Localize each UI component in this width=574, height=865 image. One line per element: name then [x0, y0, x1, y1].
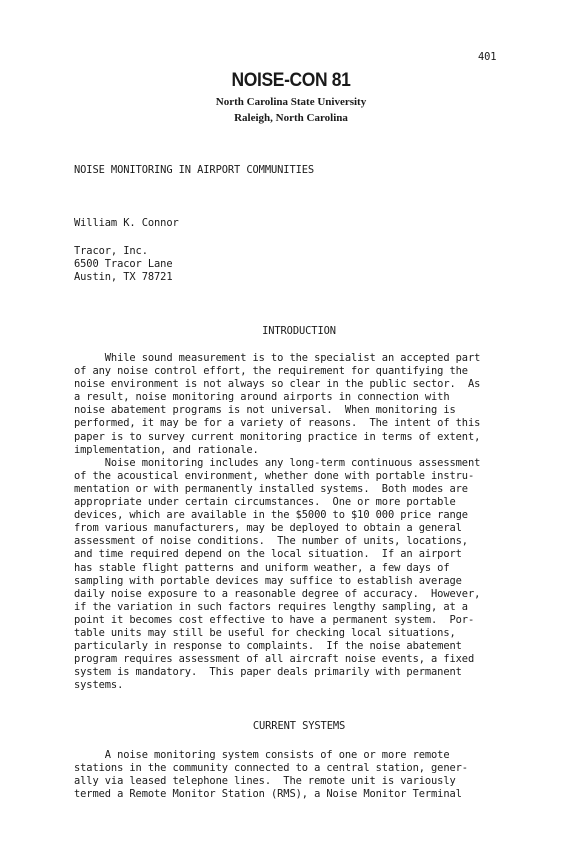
text-line: While sound measurement is to the specialist an accepted part [74, 352, 481, 364]
conference-title: NOISE-CON 81 [231, 70, 351, 91]
author-name: William K. Connor [74, 217, 179, 229]
text-line: stations in the community connected to a central station, gener- [74, 762, 468, 775]
text-line: point it becomes cost effective to have a permanent system. Por- [74, 613, 475, 626]
affiliation-line: 6500 Tracor Lane [74, 258, 173, 271]
text-line: noise environment is not always so clear in the public sector. As [74, 378, 481, 391]
section-heading-current-systems: CURRENT SYSTEMS [252, 720, 346, 732]
text-line: system is mandatory. This paper deals primarily with permanent [74, 666, 462, 679]
text-line: table units may still be useful for checking local situations, [74, 626, 456, 639]
text-line: assessment of noise conditions. The number of units, locations, [74, 535, 468, 548]
text-line: paper is to survey current monitoring practice in terms of extent, [74, 430, 481, 443]
text-line: and time required depend on the local situation. If an airport [74, 548, 462, 561]
text-line: devices, which are available in the $5000 to $10 000 price range [74, 509, 468, 522]
text-line: from various manufacturers, may be deployed to obtain a general [74, 522, 462, 535]
section-heading-introduction: INTRODUCTION [262, 325, 336, 337]
text-line: if the variation in such factors requires lengthy sampling, at a [74, 600, 468, 613]
text-line: daily noise exposure to a reasonable degree of accuracy. However, [74, 587, 481, 600]
text-line: particularly in response to complaints. If the noise abatement [74, 640, 462, 653]
conference-university: North Carolina State University [215, 96, 367, 108]
text-line: systems. [74, 679, 124, 692]
conference-location: Raleigh, North Carolina [234, 112, 348, 124]
introduction-body [74, 352, 514, 692]
text-line: implementation, and rationale. [74, 443, 259, 456]
text-line: ally via leased telephone lines. The remote unit is variously [74, 775, 456, 788]
text-line: mentation or with permanently installed systems. Both modes are [74, 482, 468, 495]
paper-title: NOISE MONITORING IN AIRPORT COMMUNITIES [74, 164, 315, 176]
text-line: program requires assessment of all aircraft noise events, a fixed [74, 653, 475, 666]
text-line: has stable flight patterns and uniform weather, a few days of [74, 561, 450, 574]
page-number: 401 [478, 51, 497, 63]
text-line: of any noise control effort, the requirement for quantifying the [74, 365, 468, 378]
text-line: noise abatement programs is not universal. When monitoring is [74, 404, 456, 417]
text-line: appropriate under certain circumstances. One or more portable [74, 496, 456, 509]
text-line: of the acoustical environment, whether done with portable instru- [74, 469, 475, 482]
text-line: sampling with portable devices may suffice to establish average [74, 574, 462, 587]
current-systems-body [74, 749, 514, 801]
author-affiliation [74, 245, 173, 284]
text-line: performed, it may be for a variety of reasons. The intent of this [74, 417, 481, 430]
affiliation-line: Tracor, Inc. [74, 245, 148, 257]
text-line: Noise monitoring includes any long-term continuous assessment [74, 456, 481, 469]
text-line: termed a Remote Monitor Station (RMS), a Noise Monitor Terminal [74, 788, 462, 801]
text-line: A noise monitoring system consists of one or more remote [74, 749, 450, 761]
text-line: a result, noise monitoring around airports in connection with [74, 391, 450, 404]
affiliation-line: Austin, TX 78721 [74, 271, 173, 284]
